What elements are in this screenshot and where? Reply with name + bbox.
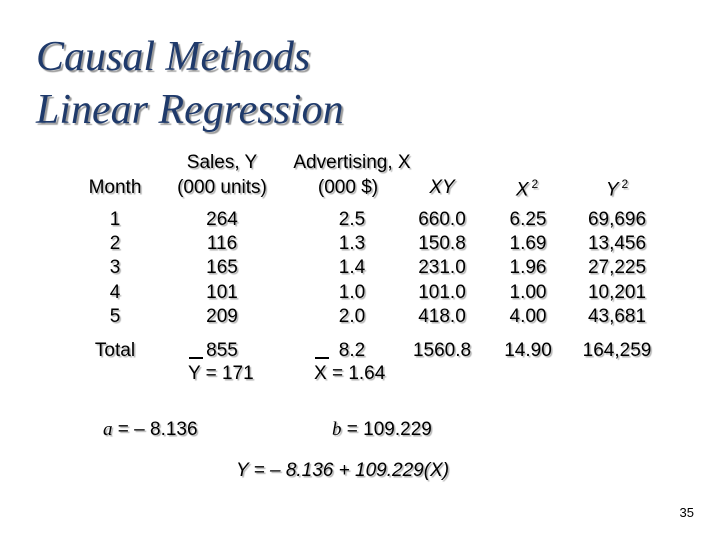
- slide-title-line1: Causal Methods: [36, 34, 311, 80]
- total-xy: 1560.8: [412, 340, 472, 361]
- coefficient-b-value: = 109.229: [346, 419, 432, 440]
- cell-sales: 165: [206, 257, 238, 279]
- cell-month: 3: [109, 257, 121, 279]
- header-y-squared-base: Y: [605, 179, 619, 201]
- total-label: Total: [94, 340, 136, 361]
- y-mean-overbar: [189, 357, 203, 359]
- header-x-squared-exp: 2: [531, 177, 539, 191]
- header-y-squared-exp: 2: [621, 177, 629, 191]
- cell-month: 1: [109, 209, 121, 230]
- cell-month: 2: [109, 233, 121, 255]
- page-number: 35: [679, 505, 694, 520]
- slide-title-line2: Linear Regression: [36, 87, 344, 133]
- cell-y-squared: 43,681: [587, 305, 647, 327]
- cell-y-squared: 27,225: [587, 257, 647, 279]
- header-month: Month: [88, 177, 142, 198]
- header-sales-line1: Sales, Y: [186, 152, 258, 173]
- coefficient-b: [332, 420, 432, 439]
- x-mean: X = 1.64: [314, 363, 386, 384]
- total-advertising: 8.2: [338, 340, 366, 361]
- cell-x-squared: 1.69: [509, 233, 547, 255]
- header-advertising-line2: (000 $): [317, 177, 379, 198]
- column-xy: [418, 208, 466, 329]
- cell-month: 4: [109, 281, 121, 303]
- x-mean-overbar: [315, 357, 329, 359]
- cell-xy: 660.0: [418, 209, 466, 230]
- column-month: [110, 208, 121, 329]
- header-sales-line2: (000 units): [177, 177, 267, 198]
- header-advertising-line1: Advertising, X: [293, 152, 411, 173]
- coefficient-b-label: b: [332, 419, 342, 440]
- total-y-squared: 164,259: [582, 340, 652, 361]
- header-x-squared-base: X: [515, 179, 529, 201]
- header-y-squared: [606, 178, 628, 199]
- cell-month: 5: [109, 305, 121, 327]
- cell-advertising: 2.5: [338, 209, 366, 230]
- cell-xy: 418.0: [418, 305, 466, 327]
- coefficient-a-value: = – 8.136: [117, 419, 198, 440]
- column-advertising: [339, 208, 365, 329]
- cell-xy: 101.0: [418, 281, 466, 303]
- cell-y-squared: 69,696: [587, 209, 647, 230]
- column-y-squared: [588, 208, 646, 329]
- cell-advertising: 1.3: [338, 233, 366, 255]
- header-xy: XY: [429, 177, 455, 198]
- cell-y-squared: 13,456: [587, 233, 647, 255]
- cell-x-squared: 1.00: [509, 281, 547, 303]
- cell-x-squared: 1.96: [509, 257, 547, 279]
- cell-sales: 116: [206, 233, 238, 255]
- total-x-squared: 14.90: [504, 340, 552, 361]
- y-mean: Y = 171: [188, 363, 254, 384]
- cell-xy: 150.8: [418, 233, 466, 255]
- cell-xy: 231.0: [418, 257, 466, 279]
- column-x-squared: [510, 208, 547, 329]
- cell-sales: 209: [206, 305, 238, 327]
- cell-advertising: 1.4: [338, 257, 366, 279]
- cell-sales: 264: [206, 209, 238, 230]
- cell-y-squared: 10,201: [587, 281, 647, 303]
- cell-advertising: 1.0: [338, 281, 366, 303]
- cell-sales: 101: [206, 281, 238, 303]
- total-sales: 855: [206, 340, 238, 361]
- regression-equation: Y = – 8.136 + 109.229(X): [236, 460, 450, 481]
- coefficient-a: [103, 420, 198, 439]
- coefficient-a-label: a: [103, 419, 113, 440]
- cell-advertising: 2.0: [338, 305, 366, 327]
- column-sales: [206, 208, 238, 329]
- cell-x-squared: 6.25: [509, 209, 547, 230]
- cell-x-squared: 4.00: [509, 305, 547, 327]
- header-x-squared: [516, 178, 538, 199]
